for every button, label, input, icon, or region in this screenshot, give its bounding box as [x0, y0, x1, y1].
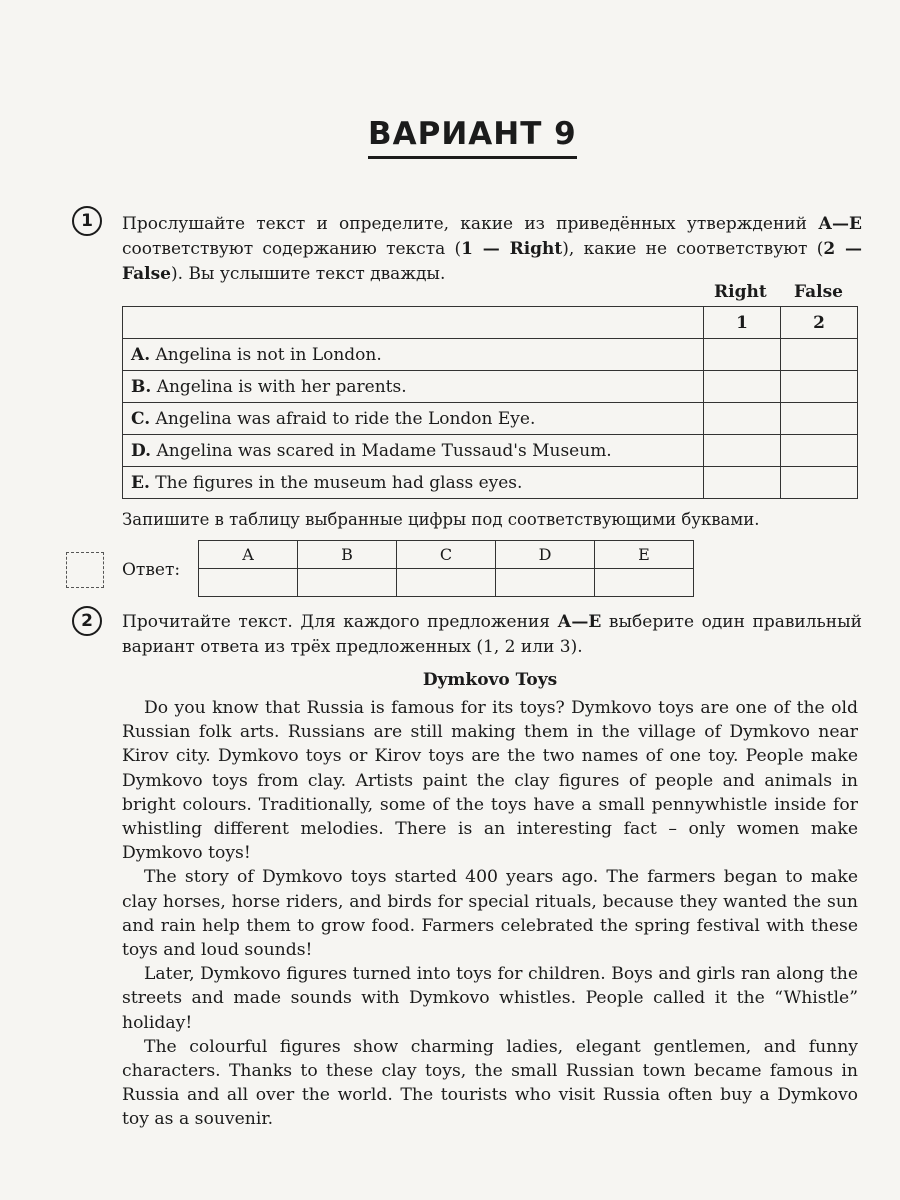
- task-1-number: 1: [72, 206, 102, 236]
- answer-cell-right[interactable]: [704, 403, 781, 435]
- answer-letters-row: [199, 541, 694, 569]
- column-false-header: False: [794, 282, 843, 302]
- statements-table: [122, 306, 858, 499]
- table-row: [123, 403, 858, 435]
- page-title: ВАРИАНТ 9: [368, 116, 577, 152]
- story-title: Dymkovo Toys: [422, 670, 558, 690]
- column-right-header: Right: [714, 282, 767, 302]
- answer-input-b[interactable]: [298, 569, 397, 597]
- statement-c: C. Angelina was afraid to ride the London Eye.: [123, 403, 704, 435]
- answer-letter-a: A: [199, 541, 298, 569]
- answer-cell-right[interactable]: [704, 339, 781, 371]
- answer-cell-false[interactable]: [781, 435, 858, 467]
- answer-note: Запишите в таблицу выбранные цифры под соответствующими буквами.: [122, 510, 760, 529]
- answer-cell-right[interactable]: [704, 467, 781, 499]
- task-2-number: 2: [72, 606, 102, 636]
- table-row: [123, 467, 858, 499]
- story-text: [122, 696, 858, 1132]
- story-paragraph-1: Do you know that Russia is famous for its toys? Dymkovo toys are one of the old Russian folk arts. Russians are still making them in the village of Dymkovo near Kirov city. Dymkovo toys or Kirov toys are the two names of one toy. People make Dymkovo toys from clay. Artists paint the clay figures of people and animals in bright colours. Traditionally, some of the toys have a small pennywhistle inside for whistling different melodies. There is an interesting fact – only women make Dymkovo toys!: [122, 698, 858, 864]
- title-box: [368, 116, 577, 159]
- answer-cell-false[interactable]: [781, 339, 858, 371]
- answer-input-e[interactable]: [595, 569, 694, 597]
- answer-cell-right[interactable]: [704, 435, 781, 467]
- column-1-number: 1: [704, 307, 781, 339]
- story-paragraph-2: The story of Dymkovo toys started 400 years ago. The farmers began to make clay horses, horse riders, and birds for special rituals, because they wanted the sun and rain help them to grow food. Farmers celebrated the spring festival with these toys and loud sounds!: [122, 867, 858, 961]
- statement-b: B. Angelina is with her parents.: [123, 371, 704, 403]
- answer-input-d[interactable]: [496, 569, 595, 597]
- answer-letter-b: B: [298, 541, 397, 569]
- answer-cell-right[interactable]: [704, 371, 781, 403]
- table-row: [123, 339, 858, 371]
- score-checkbox[interactable]: [66, 552, 104, 588]
- column-2-number: 2: [781, 307, 858, 339]
- answer-input-c[interactable]: [397, 569, 496, 597]
- answer-letter-d: D: [496, 541, 595, 569]
- table-row: [123, 371, 858, 403]
- answer-letter-c: C: [397, 541, 496, 569]
- table-row: [123, 435, 858, 467]
- answer-grid: [198, 540, 694, 597]
- statement-a: A. Angelina is not in London.: [123, 339, 704, 371]
- answer-input-a[interactable]: [199, 569, 298, 597]
- answer-label: Ответ:: [122, 560, 181, 580]
- table-header-row: [123, 307, 858, 339]
- statement-d: D. Angelina was scared in Madame Tussaud's Museum.: [123, 435, 704, 467]
- task-1-instruction: Прослушайте текст и определите, какие из приведённых утверждений А—Е соответствуют содержанию текста (1 — Right), какие не соответствуют (2 — False). Вы услышите текст дважды.: [122, 214, 862, 284]
- table-header-blank: [123, 307, 704, 339]
- statement-e: E. The figures in the museum had glass eyes.: [123, 467, 704, 499]
- answer-cell-false[interactable]: [781, 371, 858, 403]
- answer-cell-false[interactable]: [781, 467, 858, 499]
- story-paragraph-4: The colourful figures show charming ladies, elegant gentlemen, and funny characters. Thanks to these clay toys, the small Russian town became famous in Russia and all over the world. The tourists who visit Russia often buy a Dymkovo toy as a souvenir.: [122, 1036, 858, 1130]
- task-2-instruction: Прочитайте текст. Для каждого предложения А—Е выберите один правильный вариант ответа из трёх предложенных (1, 2 или 3).: [122, 612, 862, 657]
- story-paragraph-3: Later, Dymkovo figures turned into toys for children. Boys and girls ran along the streets and made sounds with Dymkovo whistles. People called it the “Whistle” holiday!: [122, 964, 858, 1033]
- answer-cell-false[interactable]: [781, 403, 858, 435]
- answer-letter-e: E: [595, 541, 694, 569]
- answer-input-row: [199, 569, 694, 597]
